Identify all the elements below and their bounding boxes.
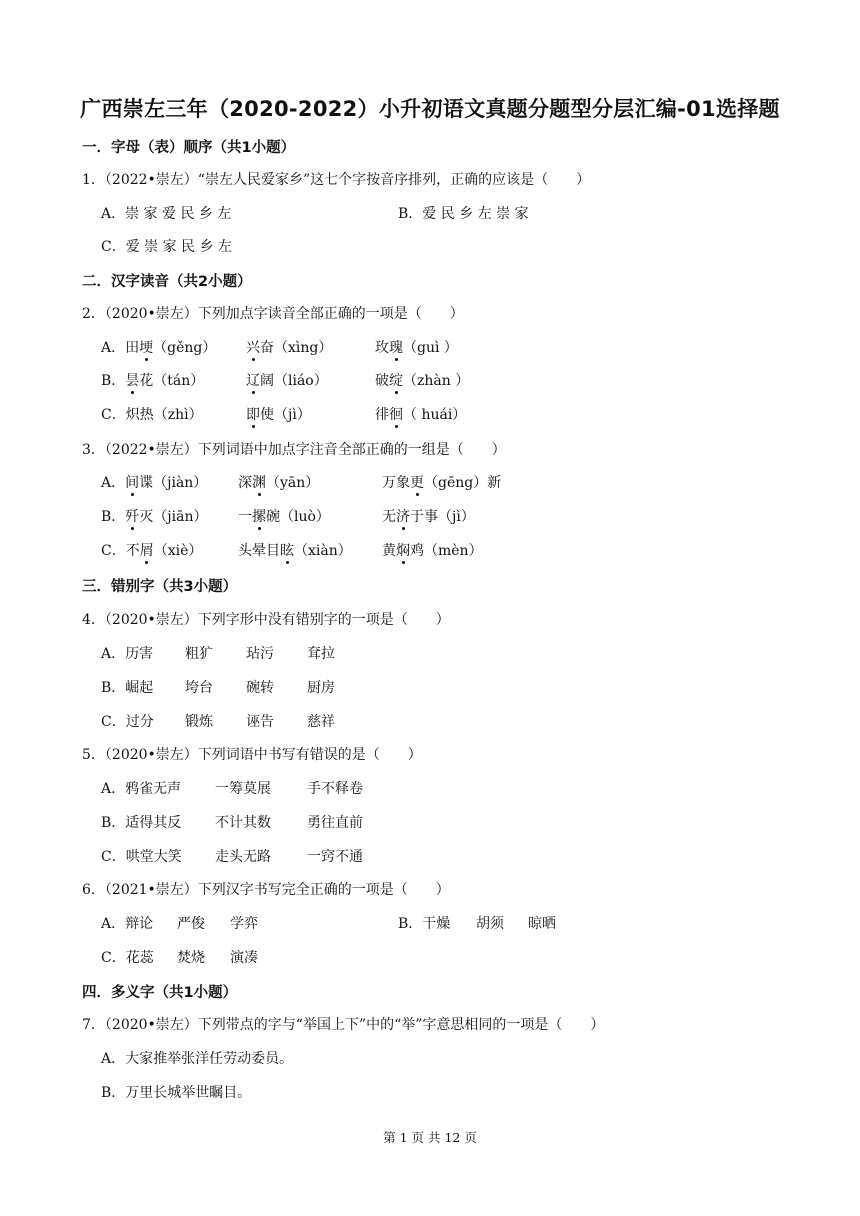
option-text: A．: [101, 475, 126, 491]
page-title: 广西崇左三年（2020-2022）小升初语文真题分题型分层汇编-01选择题: [80, 97, 780, 121]
option-text: 热（zhì）: [139, 407, 203, 423]
option-text: 破: [375, 373, 389, 389]
dotted-char: 摞: [252, 509, 266, 525]
option-text: B．: [101, 373, 126, 389]
option-word: 厨房: [307, 680, 335, 696]
option-row-c: [101, 540, 551, 562]
dotted-char: 歼: [125, 509, 140, 525]
question-stem: 6．（2021•崇左）下列汉字书写完全正确的一项是（ ）: [82, 882, 450, 898]
question-stem: 5．（2020•崇左）下列词语中书写有错误的是（ ）: [82, 747, 422, 763]
option-word: 诬告: [246, 714, 274, 730]
option-word: 一筹莫展: [215, 781, 271, 797]
question-stem: 3．（2022•崇左）下列词语中加点字注音全部正确的一组是（ ）: [82, 442, 506, 458]
option-word: 一窍不通: [307, 849, 363, 865]
dotted-char: 兴: [246, 340, 260, 356]
section-heading: 二．汉字读音（共2小题）: [82, 274, 252, 290]
option-text: 碗（luò）: [266, 509, 330, 525]
dotted-char: 间: [125, 475, 140, 491]
option-row-c: [101, 711, 401, 733]
dotted-char: 瑰: [389, 340, 403, 356]
option-word: 耷拉: [307, 646, 335, 662]
option-row-b: [101, 370, 501, 392]
option-word: B．适得其反: [101, 815, 182, 831]
option-text: C．炽: [101, 407, 140, 423]
option-word: A．辩论: [101, 916, 154, 932]
option-word: 粗犷: [185, 646, 213, 662]
question-stem: 2．（2020•崇左）下列加点字读音全部正确的一项是（ ）: [82, 306, 464, 322]
option-text: 徘: [375, 407, 389, 423]
option-row: [101, 236, 501, 258]
option-row-b: [101, 812, 451, 834]
option-text: A．田: [101, 340, 140, 356]
option-text: C．不: [101, 543, 140, 559]
option-text: 于事（jì）: [410, 509, 475, 525]
option-text: （gēng）新: [424, 475, 502, 491]
option-text: 深: [238, 475, 252, 491]
option-row: [101, 203, 751, 225]
option-text: 使（jì）: [260, 407, 311, 423]
question-stem: 4．（2020•崇左）下列字形中没有错别字的一项是（ ）: [82, 612, 450, 628]
option-text: 阔（liáo）: [260, 373, 328, 389]
option-word: 晾晒: [528, 916, 556, 932]
option-row-a: [101, 1048, 501, 1070]
dotted-char: 昙: [125, 373, 140, 389]
option-a: A．崇 家 爱 民 乡 左: [101, 206, 232, 222]
section-heading: 一．字母（表）顺序（共1小题）: [82, 140, 296, 156]
option-word: 走头无路: [215, 849, 271, 865]
option-text: （xiàn）: [294, 543, 352, 559]
option-word: A．历害: [101, 646, 154, 662]
option-row-c: [101, 846, 451, 868]
option-word: 演凑: [230, 950, 258, 966]
option-word: 学弈: [230, 916, 258, 932]
section-heading: 四．多义字（共1小题）: [82, 985, 238, 1001]
option-word: 不计其数: [215, 815, 271, 831]
option-word: 焚烧: [177, 950, 205, 966]
option-text: （zhàn ）: [403, 373, 470, 389]
option-word: B．崛起: [101, 680, 154, 696]
option-text: （guì ）: [403, 340, 458, 356]
option-b: B．爱 民 乡 左 崇 家: [398, 206, 529, 222]
option-word: 锻炼: [185, 714, 213, 730]
option-text: 无: [382, 509, 396, 525]
page-footer: 第 1 页 共 12 页: [383, 1130, 477, 1145]
option-row-c: [101, 947, 401, 969]
option-word: 严俊: [177, 916, 205, 932]
option-word: C．哄堂大笑: [101, 849, 182, 865]
dotted-char: 徊: [389, 407, 403, 423]
option-row-a: [101, 643, 401, 665]
option-row-ab: [101, 913, 581, 935]
dotted-char: 屑: [139, 543, 154, 559]
option-text: （gěng）: [153, 340, 217, 356]
option-text: 灭（jiān）: [139, 509, 208, 525]
option-text: （yān）: [266, 475, 320, 491]
option-text: 花（tán）: [139, 373, 205, 389]
option-row-c: [101, 404, 501, 426]
option-row-a: [101, 337, 501, 359]
option-word: C．花蕊: [101, 950, 154, 966]
option-word: 慈祥: [307, 714, 335, 730]
dotted-char: 更: [410, 475, 424, 491]
option-text: 玫: [375, 340, 389, 356]
option-text: 黄: [382, 543, 396, 559]
dotted-char: 眩: [280, 543, 294, 559]
dotted-char: 即: [246, 407, 260, 423]
option-word: 垮台: [185, 680, 213, 696]
option-word: 手不释卷: [307, 781, 363, 797]
option-row-b: [101, 677, 401, 699]
option-text: 鸡（mèn）: [410, 543, 483, 559]
option-word: 玷污: [246, 646, 274, 662]
option-text: （ huái）: [403, 407, 467, 423]
option-row-b: [101, 1082, 501, 1104]
option-row-b: [101, 506, 551, 528]
option-text: 头晕目: [238, 543, 280, 559]
option-text: 奋（xìng）: [260, 340, 333, 356]
option-row-a: [101, 472, 551, 494]
dotted-char: 渊: [252, 475, 266, 491]
option-row-a: [101, 778, 451, 800]
option-word: 勇往直前: [307, 815, 363, 831]
dotted-char: 绽: [389, 373, 403, 389]
option-a: A．大家推举张洋任劳动委员。: [101, 1051, 294, 1067]
option-word: A．鸦雀无声: [101, 781, 182, 797]
option-text: B．: [101, 509, 126, 525]
option-word: 碗转: [246, 680, 274, 696]
dotted-char: 辽: [246, 373, 260, 389]
question-stem: 7．（2020•崇左）下列带点的字与“举国上下”中的“举”字意思相同的一项是（ ）: [82, 1017, 605, 1033]
option-c: C．爱 崇 家 民 乡 左: [101, 239, 232, 255]
dotted-char: 济: [396, 509, 410, 525]
option-text: 一: [238, 509, 252, 525]
option-text: 万象: [382, 475, 410, 491]
option-word: C．过分: [101, 714, 154, 730]
dotted-char: 焖: [396, 543, 410, 559]
option-b: B．万里长城举世瞩目。: [101, 1085, 252, 1101]
section-heading: 三．错别字（共3小题）: [82, 579, 238, 595]
question-stem: 1．（2022•崇左）“崇左人民爱家乡”这七个字按音序排列，正确的应该是（ ）: [82, 172, 591, 188]
option-text: 谍（jiàn）: [139, 475, 208, 491]
option-word: B．干燥: [398, 916, 451, 932]
option-text: （xiè）: [153, 543, 203, 559]
dotted-char: 埂: [139, 340, 154, 356]
option-word: 胡须: [476, 916, 504, 932]
